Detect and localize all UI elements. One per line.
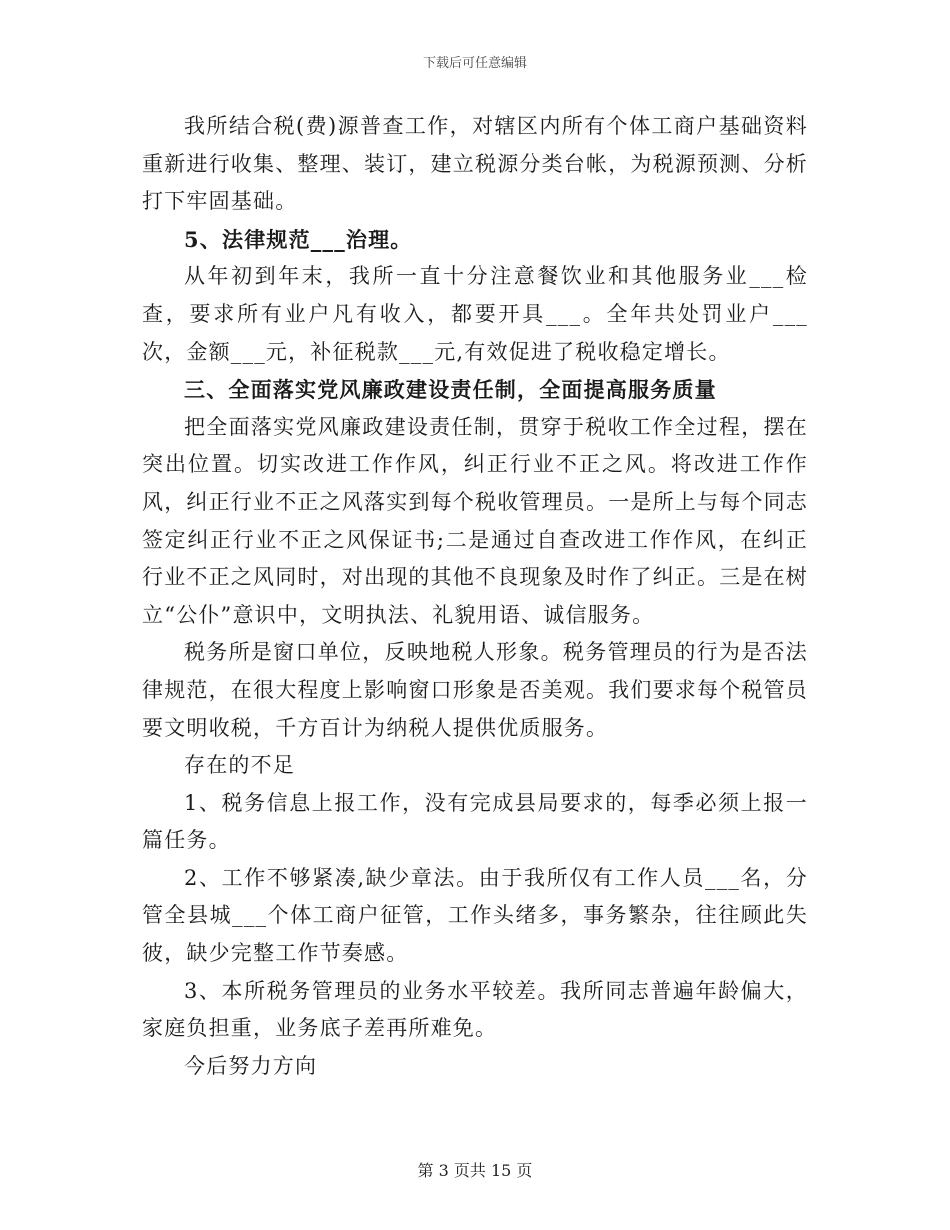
page-number: 第 3 页共 15 页 bbox=[417, 1161, 533, 1180]
heading-section-three: 三、全面落实党风廉政建设责任制，全面提高服务质量 bbox=[184, 377, 717, 403]
page-header: 下载后可任意编辑 bbox=[422, 56, 527, 71]
heading-shortcomings: 存在的不足 bbox=[184, 753, 295, 778]
paragraph-integrity-responsibility: 把全面落实党风廉政建设责任制，贯穿于税收工作全过程，摆在突出位置。切实改进工作作风，纠正行业不正之风。将改进工作作风，纠正行业不正之风落实到每个税收管理员。一是所上与每个同志签定纠正行业不正之风保证书;二是通过自查改进工作作风，在纠正行业不正之风同时，对出现的其他不良现象及时作了纠正。三是在树立“公仆”意识中，文明执法、礼貌用语、诚信服务。 bbox=[142, 414, 808, 627]
shortcoming-item-2: 2、工作不够紧凑,缺少章法。由于我所仅有工作人员___名，分管全县城___个体工商户征管，工作头绪多，事务繁杂，往往顾此失彼，缺少完整工作节奏感。 bbox=[142, 865, 808, 966]
heading-legal-governance: 5、法律规范___治理。 bbox=[184, 226, 413, 252]
shortcoming-item-3: 3、本所税务管理员的业务水平较差。我所同志普遍年龄偏大，家庭负担重，业务底子差再所难免。 bbox=[142, 978, 808, 1041]
shortcoming-item-1: 1、税务信息上报工作，没有完成县局要求的，每季必须上报一篇任务。 bbox=[142, 790, 808, 853]
heading-future-direction: 今后努力方向 bbox=[184, 1053, 318, 1078]
paragraph-inspection-penalties: 从年初到年末，我所一直十分注意餐饮业和其他服务业___检查，要求所有业户凡有收入，都要开具___。全年共处罚业户___次，金额___元，补征税款___元,有效促进了税收稳定增长。 bbox=[142, 264, 808, 364]
paragraph-tax-source-census: 我所结合税(费)源普查工作，对辖区内所有个体工商户基础资料重新进行收集、整理、装订，建立税源分类台帐，为税源预测、分析打下牢固基础。 bbox=[142, 114, 808, 214]
document-body bbox=[142, 108, 808, 1085]
paragraph-window-unit: 税务所是窗口单位，反映地税人形象。税务管理员的行为是否法律规范，在很大程度上影响窗口形象是否美观。我们要求每个税管员要文明收税，千方百计为纳税人提供优质服务。 bbox=[142, 640, 808, 740]
